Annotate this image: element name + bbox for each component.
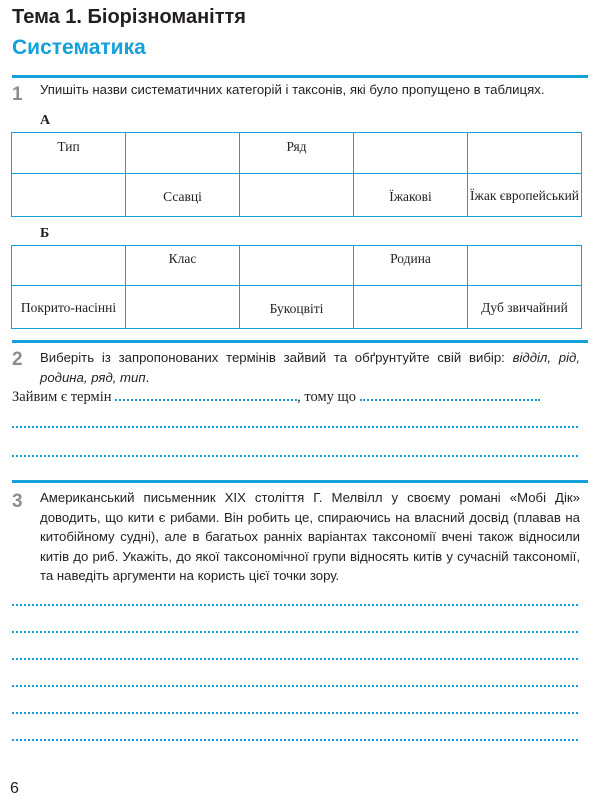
task-3-number: 3 [12, 491, 23, 512]
table-row [12, 133, 582, 174]
taxonomy-table-a [11, 132, 582, 217]
answer-blank-reason[interactable] [360, 395, 540, 401]
answer-line[interactable] [12, 426, 578, 428]
topic-title: Тема 1. Біорізноманіття [12, 6, 246, 28]
table-cell-blank[interactable] [354, 286, 468, 329]
table-row [12, 246, 582, 286]
table-cell: Клас [126, 246, 240, 286]
page-number: 6 [10, 780, 19, 797]
answer-middle: , тому що [297, 389, 356, 405]
divider-task-1 [12, 75, 588, 78]
table-cell-blank[interactable] [468, 246, 582, 286]
table-cell-blank[interactable] [126, 133, 240, 174]
section-subtitle: Систематика [12, 36, 146, 59]
table-cell: Їжак європейський [468, 174, 582, 217]
task-3-text: Американський письменник XIX століття Г. Мелвілл у своєму романі «Мобі Дік» доводить, що кити є рибами. Він робить це, спираючись на власний досвід (плавав на китобійному судні), але в багатьох ранніх варіантах таксономії вчені також відносили китів до риб. Укажіть, до якої таксономічної групи відносять китів у сучасній таксономії, та наведіть аргументи на користь цієї точки зору. [40, 490, 580, 583]
task-2-text [40, 348, 580, 387]
table-cell-blank[interactable] [240, 174, 354, 217]
table-cell: Букоцвіті [240, 286, 354, 329]
table-a-label: А [40, 113, 51, 128]
answer-line[interactable] [12, 739, 578, 741]
table-cell: Дуб звичайний [468, 286, 582, 329]
answer-prefix: Зайвим є термін [12, 389, 112, 405]
divider-task-2 [12, 340, 588, 343]
table-cell-blank[interactable] [126, 286, 240, 329]
table-cell: Ссавці [126, 174, 240, 217]
answer-line[interactable] [12, 631, 578, 633]
table-cell-blank[interactable] [354, 133, 468, 174]
answer-line[interactable] [12, 685, 578, 687]
table-b-label: Б [40, 226, 50, 241]
table-cell-blank[interactable] [240, 246, 354, 286]
table-row [12, 286, 582, 329]
task-1-number: 1 [12, 84, 23, 105]
table-cell-blank[interactable] [468, 133, 582, 174]
task-2-answer-line [12, 389, 540, 406]
table-cell: Їжакові [354, 174, 468, 217]
answer-line[interactable] [12, 455, 578, 457]
task-2-instruction: Виберіть із запропонованих термінів зайвий та обґрунтуйте свій вибір: [40, 350, 513, 365]
task-2-terms: відділ, рід, родина, ряд, тип [40, 350, 580, 385]
answer-line[interactable] [12, 604, 578, 606]
table-row [12, 174, 582, 217]
answer-blank-term[interactable] [115, 395, 297, 401]
table-cell: Родина [354, 246, 468, 286]
taxonomy-table-b [11, 245, 582, 329]
answer-line[interactable] [12, 658, 578, 660]
task-2-number: 2 [12, 349, 23, 370]
table-cell: Покрито-насінні [12, 286, 126, 329]
table-cell-blank[interactable] [12, 174, 126, 217]
task-1-text: Упишіть назви систематичних категорій і таксонів, які було пропущено в таблицях. [40, 82, 545, 97]
divider-task-3 [12, 480, 588, 483]
table-cell: Ряд [240, 133, 354, 174]
task-2-instruction-end: . [145, 369, 150, 385]
table-cell-blank[interactable] [12, 246, 126, 286]
answer-line[interactable] [12, 712, 578, 714]
table-cell: Тип [12, 133, 126, 174]
